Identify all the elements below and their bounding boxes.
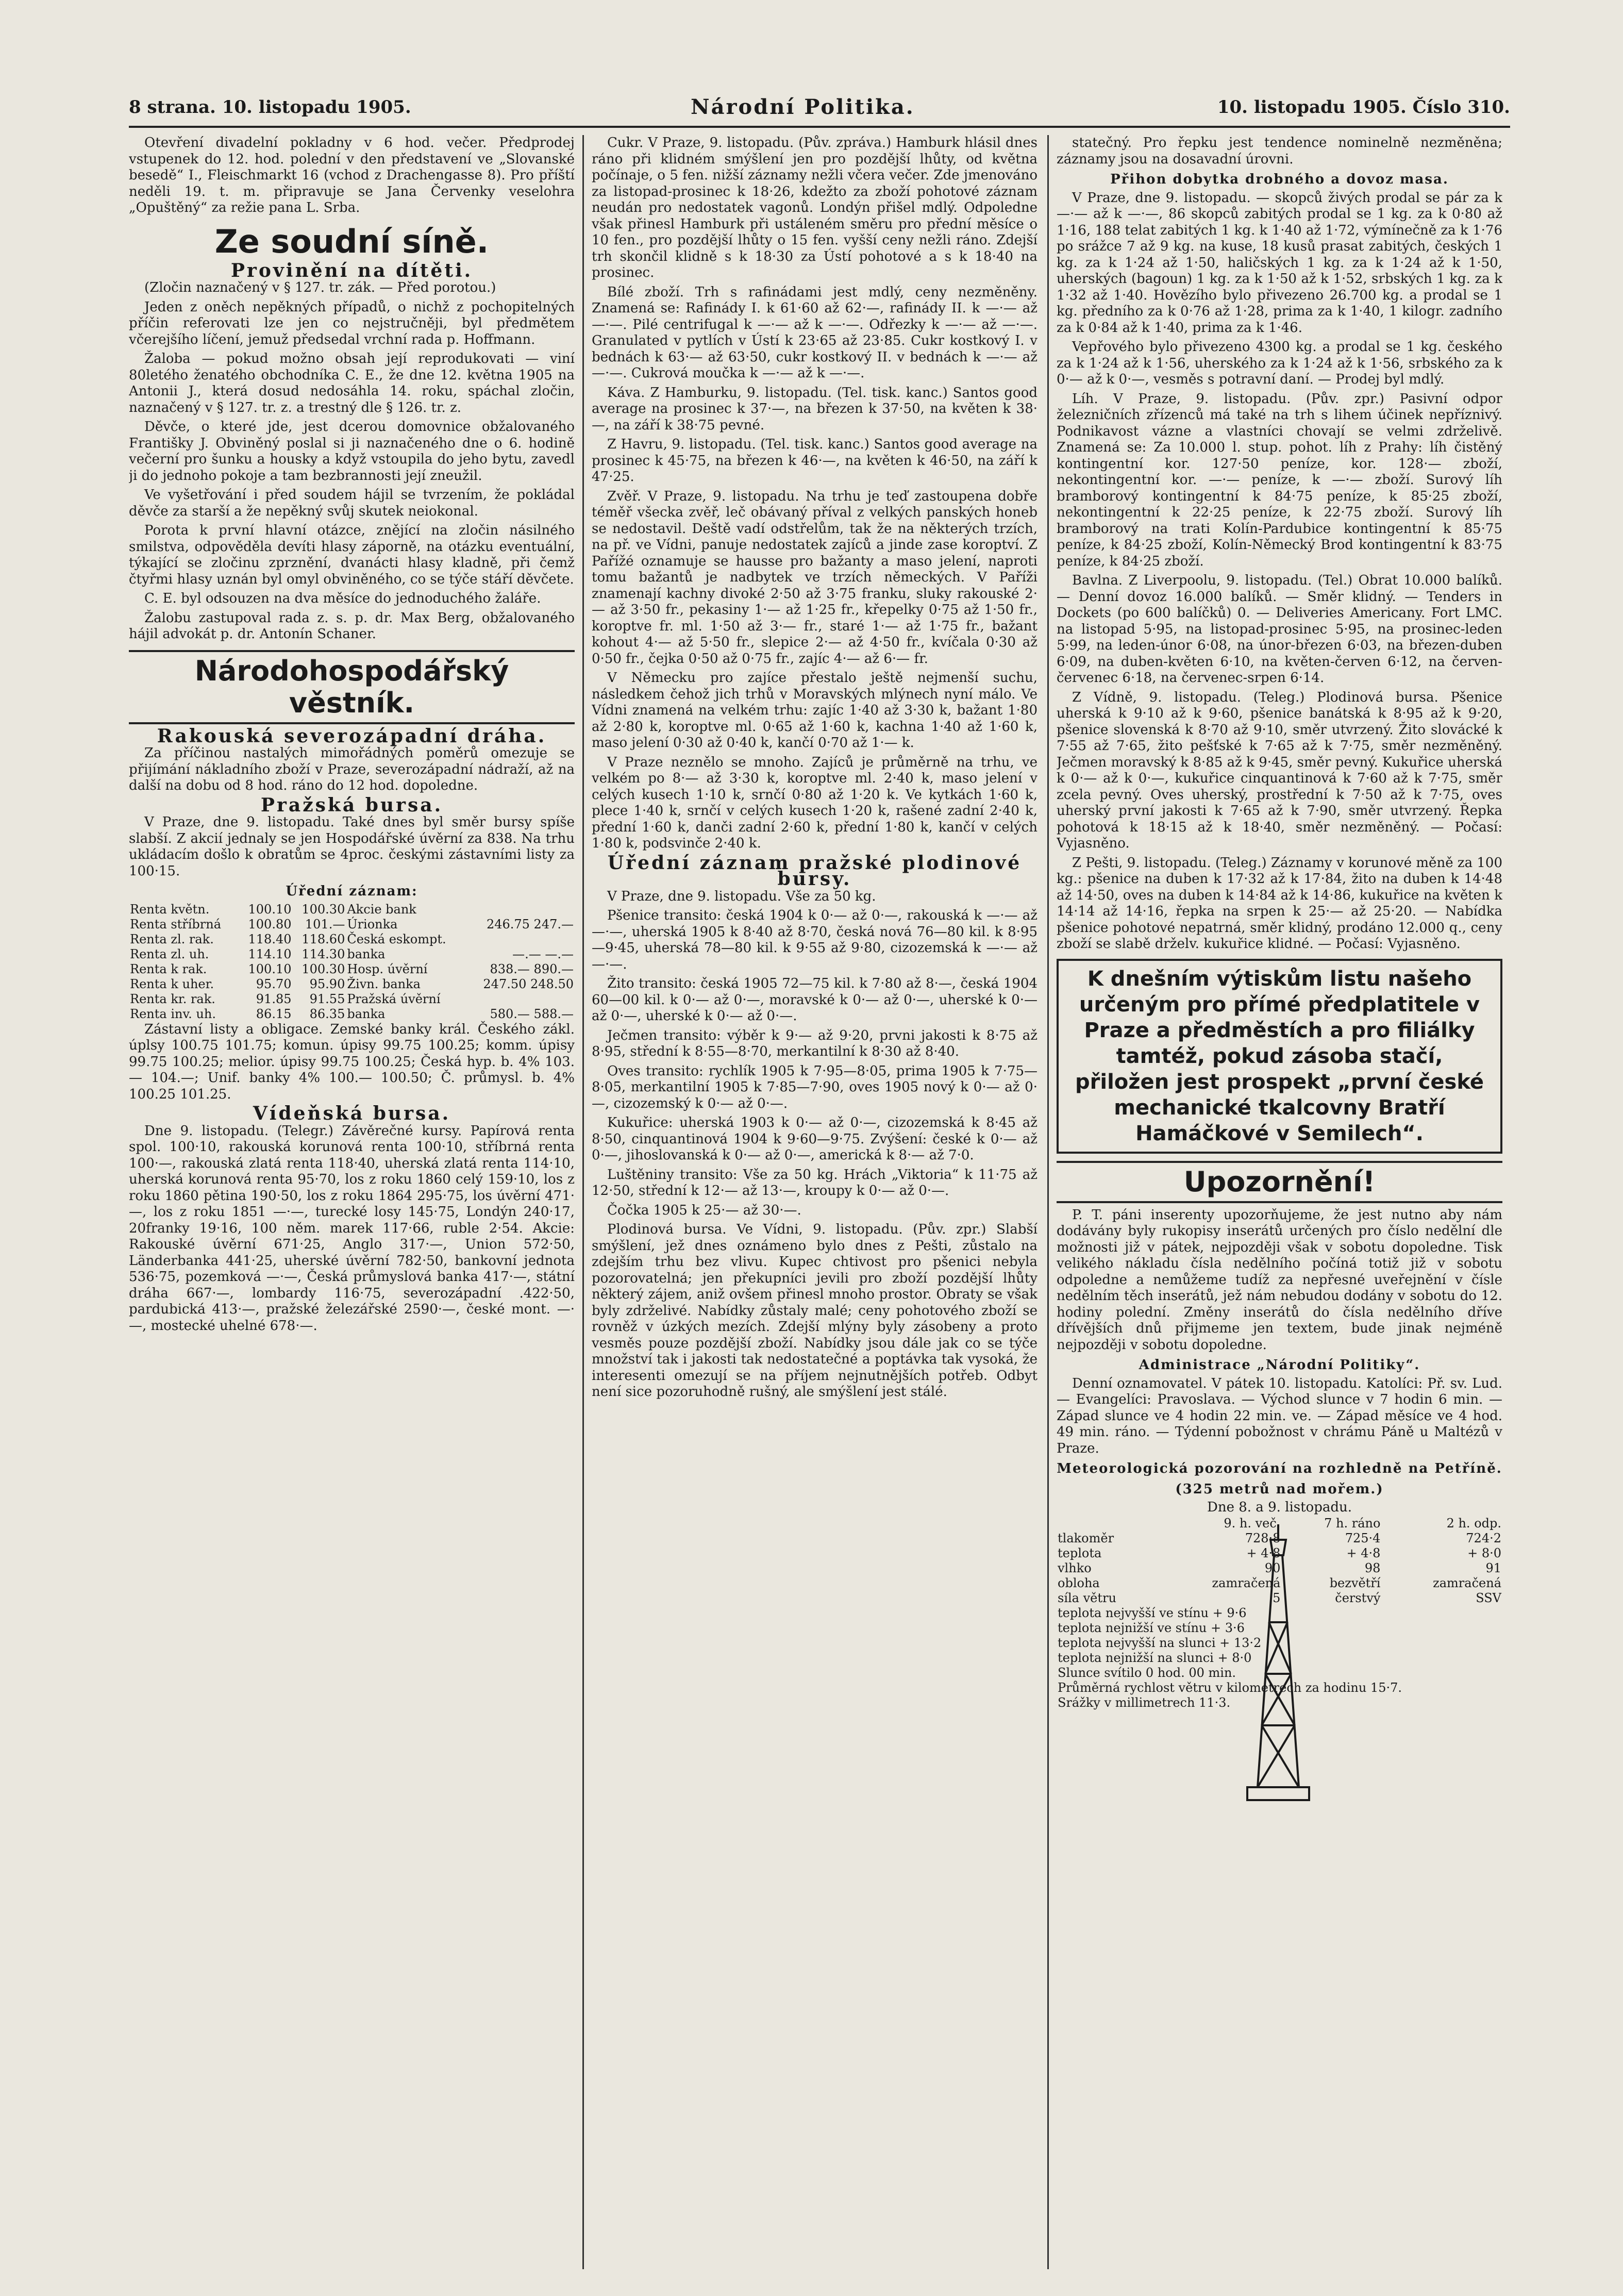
vienna-bourse-title: Vídeňská bursa.	[253, 1103, 451, 1124]
court-paragraph: Porota k první hlavní otázce, znějící na zločin násilného smilstva, odpověděla devíti hlasy záporně, na otázku eventuální, týkající se zločinu zprznění, dvanácti hlasy kladně, při čemž čtyřmi hlasy uznán byl omyl obviněného, co se týče stáří děvčete.	[129, 523, 575, 587]
vienna-bourse-paragraph: Dne 9. listopadu. (Telegr.) Závěrečné kursy. Papírová renta spol. 100·10, rakouská korunová renta 100·10, stříbrná renta 100·—, rakouská zlatá renta 118·40, uherská zlatá renta 114·10, uherská korunová renta 95·70, los z roku 1860 celý 159·10, los z roku 1860 pětina 190·50, los z roku 1864 295·75, los úvěrní 471·—, los z roku 1851 —·—, turecké losy 145·75, Londýn 240·17, 20franky 19·16, 100 něm. marek 117·66, ruble 2·54. Akcie: Rakouské úvěrní 671·25, Anglo 317·—, Union 572·50, Länderbanka 441·25, uherské úvěrní 782·50, bankovní jednota 536·75, pozemková —·—, Česká průmyslová banka 417·—, státní dráha 667·—, lombardy 116·75, severozápadní .422·50, pardubická 413·—, pražské železářské 2590·—, české mont. —·—, mostecké uhelné 678·—.	[129, 1123, 575, 1334]
table-row: Renta stříbrná 100.80 101.— Úrionka 246.75 247.—	[130, 917, 574, 931]
livestock-title: Přihon dobytka drobného a dovoz masa.	[1110, 172, 1449, 187]
table-row: vlhko 90 98 91	[1058, 1560, 1501, 1575]
vienna-produce-paragraph: Plodinová bursa. Ve Vídni, 9. listopadu. (Pův. zpr.) Slabší smýšlení, jež dnes oznámeno bylo dnes z Pešti, zůstalo na zdejším trhu bez vlivu. Kupec chtivost pro pšenici nebyla pozorovatelná; jen překupníci jevili pro zboží pozdější lhůty některý zájem, aniž ovšem přinesl mnoho prostor. Obraty se však byly zdrželivé. Nabídky zůstaly malé; ceny pohotového zboží se rovněž v úzkých mezích. Zdejší mlýny byly zásobeny a proto vesměs pouze pozdější zboží. Nabídky jsou dále jak co se týče množství tak i jakosti tak nedostatečné a poptávka tak vysoká, že interesenti omezují se na příjem nejnutnějších potřeb. Odbyt není sice pozoruhodně rušný, ale smýšlení jest stálé.	[592, 1222, 1038, 1400]
table-row: Renta k rak. 100.10 100.30 Hosp. úvěrní 838.— 890.—	[130, 961, 574, 976]
table-row: teplota nejvyšší na slunci + 13·2	[1058, 1635, 1262, 1650]
pest-telegram-paragraph: Z Pešti, 9. listopadu. (Teleg.) Záznamy v korunové měně za 100 kg.: pšenice na duben k 17·32 až k 17·84, žito na duben k 14·48 až 14·50, oves na duben k 14·84 až k 14·86, kukuřice na květen k 14·14 až 14·16, řepka na srpen k 25·— až 25·20. — Nabídka pšenice pohotové nepatrná, směr klidný, prodáno 12.000 q., ceny zboží se slabě drželv. kukuřice klidné. — Počasí: Vyjasněno.	[1057, 855, 1502, 952]
pork-paragraph: Vepřového bylo přivezeno 4300 kg. a prodal se 1 kg. českého za k 1·24 až k 1·56, uherského za k 1·24 až k 1·56, srbského za k 0·— až k 0·—, vesměs s potravní daní. — Prodej byl mdlý.	[1057, 339, 1502, 387]
table-row: Renta zl. uh. 114.10 114.30 banka —.— —.—	[130, 946, 574, 961]
table-row: Renta zl. rak. 118.40 118.60 Česká eskompt.	[130, 931, 446, 946]
meteo-dates: Dne 8. a 9. listopadu.	[1207, 1500, 1352, 1515]
newspaper-page	[129, 93, 1510, 2273]
advertisers-notice: P. T. páni inserenty upozorňujeme, že jest nutno aby nám dodávány byly rukopisy inserátů určených pro číslo nedělní dle možnosti již v pátek, nejpozději však v sobotu dopoledne. Tisk velikého nákladu čísla nedělního počíná totiž již v sobotu odpoledne a nemůžeme tudíž za nepřesné uveřejnění v čísle nedělním těch inserátů, jež nám nebudou dodány v sobotu do 12. hodiny polední. Změny inserátů do čísla nedělního dříve dřívějších dnů přijmeme jen textem, bude jinak nejméně nejpozději v sobotu dopoledne.	[1057, 1207, 1502, 1353]
column-divider-2	[1047, 135, 1049, 2269]
table-row: tlakoměr 728·8 725·4 724·2	[1058, 1530, 1501, 1545]
meteo-block	[1057, 1516, 1502, 1805]
legumes-paragraph: Luštěniny transito: Vše za 50 kg. Hrách „Viktoria“ k 11·75 až 12·50, střední k 12·— až 13·—, kroupy k 0·— až 0·—.	[592, 1167, 1038, 1199]
daily-announcer: Denní oznamovatel. V pátek 10. listopadu. Katolíci: Př. sv. Lud. — Evangelíci: Pravoslava. — Východ slunce v 7 hodin 6 min. — Západ slunce ve 4 hodin 22 min. ve. — Západ měsíce ve 4 hod. 49 min. ráno. — Týdenní pobožnost v chrámu Páně u Maltézů v Praze.	[1057, 1375, 1502, 1456]
game-paragraph: Zvěř. V Praze, 9. listopadu. Na trhu je teď zastoupena dobře téměř všecka zvěř, leč obávaný příval z velkých panských honeb se nedostavil. Deště vadí odstřelům, tak že na některých trzích, na př. ve Vídni, panuje nedostatek zajíců a jinde zase koroptví. Z Pařížé oznamuje se hausse pro bažanty a maso jelení, naproti tomu bažantů je nadbytek ve trzích německých. V Paříži znamenají kachny divoké 2·50 až 3·75 franku, sluky rakouské 2·— až 3·50 fr., pekasiny 1·— až 1·25 fr., křepelky 0·75 až 1·50 fr., koroptve fr. ml. 1·50 až 3·— fr., staré 1·— až 1·75 fr., bažant kohout 4·— až 5·50 fr., slepice 2·— až 4·50 fr., kvíčala 0·30 až 0·50 fr., čejka 0·50 až 0·75 fr., zajíc 4·— až 6·— fr.	[592, 488, 1038, 667]
column-divider-1	[582, 135, 584, 2269]
table-row: 9. h. več. 7 h. ráno 2 h. odp.	[1224, 1516, 1501, 1530]
produce-exchange-title: Úřední záznam pražské plodinové bursy.	[607, 852, 1022, 890]
spirits-paragraph: Líh. V Praze, 9. listopadu. (Pův. zpr.) Pasivní odpor železničních zřízenců má také na trh s lihem účinek nepříznivý. Podnikavost vázne a vlastníci chovají se velmi zdrželivě. Znamená se: Za 10.000 l. stup. pohot. líh z Prahy: líh čistěný kontingentní kor. 127·50 peníze, kor. 128·— zboží, nekontingentní kor. —·— peníze, k —·— zboží. Surový líh bramborový kontingentní k 84·75 peníze, k 85·25 zboží, nekontingentní k 22·25 peníze, k 22·75 zboží. Surový líh bramborový na trati Kolín-Pardubice kontingentní k 85·75 peníze, k 84·25 zboží, Kolín-Německý Brod kontingentní k 83·75 peníze, k 84·25 zboží.	[1057, 391, 1502, 569]
theatre-notice: Otevření divadelní pokladny v 6 hod. večer. Předprodej vstupenek do 12. hod. polední v den představení ve „Slovanské besedě“ I., Fleischmarkt 16 (vchod z Drachengasse 8). Pro příští neděli 19. t. m. připravuje se Jana Červenky veselohra „Opuštěný“ za režie pana L. Srba.	[129, 135, 575, 215]
railway-title: Rakouská severozápadní dráha.	[157, 725, 547, 747]
oats-paragraph: Oves transito: rychlík 1905 k 7·95—8·05, prima 1905 k 7·75—8·05, merkantilní 1905 k 7·85—7·90, oves 1905 nový k 0·— až 0·—, cizozemský k 0·— až 0·—.	[592, 1063, 1038, 1111]
meteo-title: Meteorologická pozorování na rozhledně na Petříně.	[1057, 1461, 1502, 1476]
table-row: Slunce svítilo 0 hod. 00 min.	[1058, 1665, 1236, 1680]
barley-paragraph: Ječmen transito: výběr k 9·— až 9·20, prvni jakosti k 8·75 až 8·95, střední k 8·55—8·70, merkantilní k 8·30 až 8·40.	[592, 1027, 1038, 1059]
header-rule	[129, 126, 1510, 128]
court-paragraph: C. E. byl odsouzen na dva měsíce do jednoduchého žaláře.	[144, 591, 541, 606]
cotton-paragraph: Bavlna. Z Liverpoolu, 9. listopadu. (Tel.) Obrat 10.000 balíků. — Denní dovoz 16.000 balíků. — Směr klidný. — Tenders in Dockets (po 600 balíčků) 0. — Deliveries Americany. Fort LMC. na listopad 5·95, na listopad-prosinec 5·95, na prosinec-leden 5·99, na leden-únor 6·08, na únor-březen 6·03, na březen-duben 6·09, na duben-květen 6·10, na květen-červen 6·12, na červen-červenec 6·18, na červenec-srpen 6·14.	[1057, 573, 1502, 686]
wheat-paragraph: Pšenice transito: česká 1904 k 0·— až 0·—, rakouská k —·— až —·—, uherská 1905 k 8·40 až 8·70, česká nová 76—80 kil. k 8·95—9·45, uherská 78—80 kil. k 9·55 až 9·80, cizozemská k —·— až —·—.	[592, 908, 1038, 972]
court-article-subtitle: (Zločin naznačený v § 127. tr. zák. — Před porotou.)	[144, 280, 496, 295]
rates-table	[129, 902, 575, 1022]
exchange-date: V Praze, dne 9. listopadu. Vše za 50 kg.	[607, 888, 876, 904]
meteo-table	[1057, 1516, 1502, 1710]
table-row: Srážky v millimetrech 11·3.	[1058, 1695, 1231, 1710]
court-article-title: Provinění na dítěti.	[230, 259, 473, 281]
column-2	[592, 135, 1038, 2269]
table-row: teplota + 4·8 + 4·8 + 8·0	[1058, 1545, 1501, 1560]
official-quotes-title: Úřední záznam:	[286, 884, 418, 899]
sugar-paragraph: Cukr. V Praze, 9. listopadu. (Pův. zpráva.) Hamburk hlásil dnes ráno při klidném smýšlení jen pro pozdější lhůty, od května počínaje, o 5 fen. nižší záznamy nežli včera večer. Zde jmenováno za listopad-prosinec k 18·26, kdežto za zboží pohotové záznam neudán pro nedostatek vagonů. Londýn přišel mdlý. Odpoledne však přinesl Hamburk při ustáleném směru pro přední měsíce o 10 fen., pro pozdější lhůty o 15 fen. vyšší ceny nežli ráno. Zdejší trh skončil klidně s k 18·30 za Ústí pohotové a s k 18·40 na prosinec.	[592, 135, 1038, 280]
table-row: Renta květn. 100.10 100.30 Akcie bank	[130, 902, 416, 917]
lentils-paragraph: Čočka 1905 k 25·— až 30·—.	[607, 1202, 801, 1218]
prague-bourse-title: Pražská bursa.	[260, 794, 443, 816]
table-row: Renta kr. rak. 91.85 91.55 Pražská úvěrní	[130, 991, 441, 1006]
court-paragraph: Ve vyšetřování i před soudem hájil se tvrzením, že pokládal děvče za starší a že nepěkný svůj skutek neiokonal.	[129, 487, 575, 519]
masthead: Národní Politika.	[691, 95, 915, 119]
court-paragraph: Žalobu zastupoval rada z. s. p. dr. Max Berg, obžalovaného hájil advokát p. dr. Antonín Schaner.	[129, 610, 575, 642]
table-row: Renta k uher. 95.70 95.90 Živn. banka 247.50 248.50	[130, 976, 574, 991]
game-paragraph: V Praze neznělo se mnoho. Zajíců je průměrně na trhu, ve velkém po 8·— až 3·30 k, koroptve ml. 2·40 k, maso jelení v celých kusech 1·10 k, srnčí 0·80 až 1·20 k. Ve kytkách 1·60 k, plece 1·40 k, srnčí v celých kusech 1·20 k, rašené zadní 2·40 k, přední 1·60 k, danči zadní 2·60 k, přední 1·80 k, kančí v celých 1·80 k, podsvinče 2·40 k.	[592, 754, 1038, 851]
administration-signature: Administrace „Národní Politiky“.	[1139, 1357, 1420, 1373]
table-row: síla větru 5 čerstvý SSV	[1058, 1590, 1501, 1605]
rye-paragraph: Žito transito: česká 1905 72—75 kil. k 7·80 až 8·—, česká 1904 60—00 kil. k 0·— až 0·—, moravské k 0·— až 0·—, uherské k 0·— až 0·—, uherské k 0·— až 0·—.	[592, 976, 1038, 1024]
column-1	[129, 135, 575, 2269]
table-row: teplota nejnižší na slunci + 8·0	[1058, 1650, 1252, 1665]
railway-paragraph: Za příčinou nastalých mimořádných poměrů omezuje se přijímání nákladního zboží v Praze, severozápadní nádraží, až na další na dobu od 8 hod. ráno do 12 hod. dopoledne.	[129, 745, 575, 793]
court-paragraph: Žaloba — pokud možno obsah její reprodukovati — viní 80letého ženatého obchodníka C. E., že dne 12. května 1905 na Antonii J., která dosud nedosáhla 14. roku, spáchal zločin, naznačený v § 127. tr. z. a trestný dle § 126. tr. z.	[129, 351, 575, 415]
table-row: Průměrná rychlost větru v kilometrech za hodinu 15·7.	[1058, 1680, 1402, 1695]
court-paragraph: Děvče, o které jde, jest dcerou domovnice obžalovaného Františky J. Obviněný poslal si ji naznačeného dne o 6. hodině večerní pro šunku a housky a když vstoupila do jeho bytu, zavedl ji do jednoho pokoje a tam bezbrannosti její zneužil.	[129, 419, 575, 484]
sugar-paragraph: Bílé zboží. Trh s rafinádami jest mdlý, ceny nezměněny. Znamená se: Rafinády I. k 61·60 až 62·—, rafinády II. k —·— až —·—. Pilé centrifugal k —·— až k —·—. Odřezky k —·— až —·—. Granulated v pytlích v Ústí k 23·65 až 23·85. Cukr kostkový I. v bednách k 63·— až 63·50, cukr kostkový II. v bednách k —·— až —·—. Cukrová moučka k —·— až k —·—.	[592, 284, 1038, 381]
court-paragraph: Jeden z oněch nepěkných případů, o nichž z pochopitelných příčin referovati lze jen co nejstručněji, byl předmětem včerejšího líčení, jemuž předsedal vrchní rada p. Hoffmann.	[129, 299, 575, 347]
corn-paragraph: Kukuřice: uherská 1903 k 0·— až 0·—, cizozemská k 8·45 až 8·50, cinquantinová 1904 k 9·60—9·75. Zvýšení: české k 0·— až 0·—, jihoslovanská k 0·— až 0·—, americká k 8·— až 7·0.	[592, 1115, 1038, 1163]
header-right: 10. listopadu 1905. Číslo 310.	[1217, 97, 1510, 118]
page-header	[129, 93, 1510, 124]
court-section-title: Ze soudní síně.	[214, 222, 489, 260]
meteo-subtitle: (325 metrů nad mořem.)	[1175, 1481, 1384, 1497]
notice-title: Upozornění!	[1057, 1161, 1502, 1203]
coffee-paragraph: Z Havru, 9. listopadu. (Tel. tisk. kanc.) Santos good average na prosinec k 45·75, na březen k 46·—, na květen k 46·50, na září k 47·25.	[592, 437, 1038, 485]
table-row: obloha zamračená bezvětří zamračená	[1058, 1575, 1501, 1590]
prospectus-notice-box: K dnešním výtiskům listu našeho určeným pro přímé předplatitele v Praze a předměstích a pro filiálky tamtéž, pokud zásoba stačí, přiložen jest prospekt „první české mechanické tkalcovny Bratří Hamáčkové v Semilech“.	[1057, 959, 1502, 1154]
table-row: teplota nejvyšší ve stínu + 9·6	[1058, 1605, 1247, 1620]
game-paragraph: V Německu pro zajíce přestalo ještě nejmenší suchu, následkem čehož jich trhů v Moravských mlýnech nyní málo. Ve Vídni znamená na velkém trhu: zajíc 1·40 až 3·30 k, bažant 1·80 až 2·80 k, koroptve ml. 0·65 až 1·60 k, kachna 1·40 až 1·60 k, maso jelení 0·30 až 0·40 k, kančí 0·70 až 1·— k.	[592, 670, 1038, 751]
table-row: Renta inv. uh. 86.15 86.35 banka 580.— 588.—	[130, 1006, 574, 1021]
economy-section-title: Národohospodářský věstník.	[129, 650, 575, 724]
rapeseed-paragraph: statečný. Pro řepku jest tendence nominelně nezměněna; záznamy jsou na dosavadní úrovni.	[1057, 135, 1502, 167]
vienna-telegram-paragraph: Z Vídně, 9. listopadu. (Teleg.) Plodinová bursa. Pšenice uherská k 9·10 až k 9·60, pšenice banátská k 8·95 až k 9·20, pšenice slovenská k 8·70 až 9·10, směr utvrzený. Žito slovácké k 7·55 až 7·65, žito pešťské k 7·65 až k 7·75, směr nezměněný. Ječmen moravský k 8·85 až k 9·45, směr pevný. Kukuřice uherská k 0·— až k 0·—, kukuřice cinquantinová k 7·60 až k 7·75, směr zcela pevný. Oves uherský, prostřední k 7·50 až k 7·75, oves uherský první jakosti k 7·65 až k 7·90, směr utvrzený. Řepka pohotová k 18·15 až k 18·40, směr nezměněný. — Počasí: Vyjasněno.	[1057, 689, 1502, 851]
bonds-paragraph: Zástavní listy a obligace. Zemské banky král. Českého zákl. úplsy 100.75 101.75; komun. úpisy 99.75 100.25; komm. úpisy 99.75 100.25; melior. úpisy 99.75 100.25; Česká hyp. b. 4% 103.— 104.—; Unif. banky 4% 100.— 100.50; Č. průmysl. b. 4% 100.25 101.25.	[129, 1021, 575, 1102]
coffee-paragraph: Káva. Z Hamburku, 9. listopadu. (Tel. tisk. kanc.) Santos good average na prosinec k 37·—, na březen k 37·50, na květen k 38·—, na září k 38·75 pevné.	[592, 385, 1038, 433]
header-left: 8 strana. 10. listopadu 1905.	[129, 97, 411, 118]
livestock-paragraph: V Praze, dne 9. listopadu. — skopců živých prodal se pár za k —·— až k —·—, 86 skopců zabitých prodal se 1 kg. za k 0·80 až 1·16, 188 telat zabitých 1 kg. k 1·40 až 1·72, výmínečně za k 1·76 po srážce 7 až 9 kg. na kuse, 18 kusů prasat zabitých, českých 1 kg. za k 1·24 až 1·50, haličských 1 kg. za k 1·24 až k 1·50, uherských (bagoun) 1 kg. za k 1·50 až k 1·52, srbských 1 kg. za k 1·32 až 1·40. Hovězího bylo přivezeno 26.700 kg. a prodal se 1 kg. předního za k 0·76 až 1·28, prima za k 1·40, 1 kilogr. zadního za k 0·84 až k 1·40, prima za k 1·46.	[1057, 190, 1502, 336]
prague-bourse-paragraph: V Praze, dne 9. listopadu. Také dnes byl směr bursy spíše slabší. Z akcií jednaly se jen Hospodářské úvěrní za 838. Na trhu ukládacím došlo k obratům se 4proc. českými zástavními listy za 100·15.	[129, 814, 575, 879]
column-3	[1057, 135, 1502, 2269]
table-row: teplota nejnižší ve stínu + 3·6	[1058, 1620, 1245, 1635]
